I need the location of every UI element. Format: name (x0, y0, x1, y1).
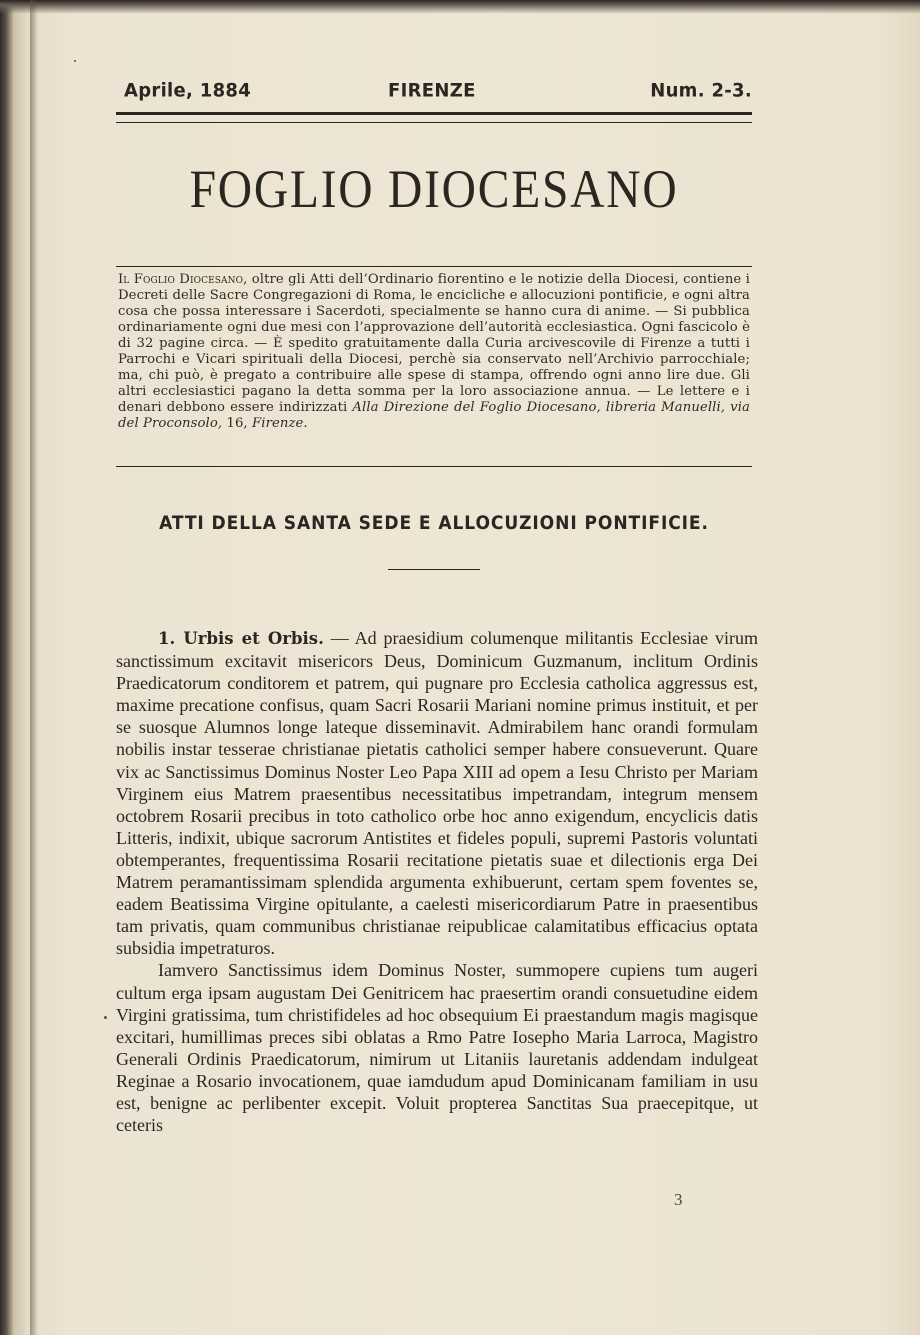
header-issue-number: Num. 2-3. (650, 79, 752, 102)
header-rule-thick (116, 112, 752, 115)
section-divider (388, 569, 480, 570)
header-city: FIRENZE (388, 79, 476, 102)
running-header (118, 75, 752, 107)
notice-address-number: 16, (222, 416, 253, 431)
header-rule-thin (116, 122, 752, 123)
page-number: 3 (674, 1190, 683, 1209)
article-lead: 1. Urbis et Orbis. (158, 629, 324, 648)
masthead-title: FOGLIO DIOCESANO (189, 159, 679, 219)
ink-speck (104, 1016, 107, 1019)
subscription-notice (118, 272, 750, 432)
notice-text: , oltre gli Atti dell’Ordinario fiorentino e le notizie della Diocesi, contiene i Decreti delle Sacre Congregazioni di Roma, le encicliche e allocuzioni pontificie, e ogni altra cosa che possa interessare i Sacerdoti, specialmente se hanno cura di anime. — Si pubblica ordinariamente ogni due mesi con l’approvazione dell’autorità ecclesiastica. Ogni fascicolo è di 32 pagine circa. — È spedito gratuitamente dalla Curia arcivescovile di Firenze a tutti i Parrochi e Vicari spirituali della Diocesi, perchè sia conservato nell’Archivio parrocchiale; ma, chi può, è pregato a contribuire alle spese di stampa, offrendo ogni anno lire due. Gli altri ecclesiastici pagano la detta somma per la loro associazione annua. — Le lettere e i denari debbono essere indirizzati (118, 272, 750, 415)
article-paragraph-1-text: — Ad praesidium columenque militantis Ecclesiae virum sanctissimum excitavit misericors Deus, Dominicum Guzmanum, inclitum Ordinis Praedicatorum conditorem et patrem, qui pugnare pro Ecclesia catholica aggressus est, maxime precatione confisus, quam Sacri Rosarii Mariani nomine primus instituit, et per se suosque Alumnos longe lateque disseminavit. Admirabilem hanc orandi formulam nobilis instar tesserae christianae pietatis catholici semper habere consueverunt. Quare vix ac Sanctissimus Dominus Noster Leo Papa XIII ad opem a Iesu Christo per Mariam Virginem eius Matrem praesentibus necessitatibus impetrandam, integrum mensem octobrem Rosarii precibus in toto catholico orbe hoc anno exigendum, encyclicis datis Litteris, indixit, ubique sacrorum Antistites et fideles populi, supremi Pastoris voluntati obtemperantes, frequentissima Rosarii recitatione pietatis suae et dilectionis erga Dei Matrem peramantissimam splendida argumenta exhibuerunt, certam spem foventes se, eadem Beatissima Virgine opitulante, a caelesti misericordiarum Patre in praesentibus tam privatis, quam communibus christianae reipublicae calamitatibus efficacius optata subsidia impetraturos. (116, 628, 758, 959)
notice-bottom-rule (116, 466, 752, 467)
notice-city: Firenze. (252, 416, 308, 431)
header-date: Aprile, 1884 (124, 79, 252, 102)
ink-speck (74, 60, 76, 62)
notice-address: Alla Direzione del Foglio Diocesano, libreria Manuelli, via del Proconsolo, (118, 400, 750, 431)
notice-top-rule (116, 266, 752, 267)
article-paragraph-2: Iamvero Sanctissimus idem Dominus Noster, summopere cupiens tum augeri cultum erga ipsam augustam Dei Genitricem hac praesertim orandi consuetudine eidem Virgini gratissima, tum christifideles ad hoc obsequium Ei praestandum magis magisque excitari, humillimas preces sibi oblatas a Rmo Patre Iosepho Maria Larroca, Magistro Generali Ordinis Praedicatorum, nimirum ut Litaniis lauretanis addendam indulgeat Reginae a Rosario invocationem, quae iamdudum apud Dominicanam familiam in usu est, benigne ac perlibenter excepit. Voluit propterea Sanctitas Sua praecepitque, ut ceteris (116, 960, 758, 1136)
article-body (116, 627, 758, 1136)
notice-lead: Il Foglio Diocesano (118, 272, 244, 287)
section-title: ATTI DELLA SANTA SEDE E ALLOCUZIONI PONTIFICIE. (159, 512, 709, 534)
article-paragraph-1 (116, 627, 758, 959)
